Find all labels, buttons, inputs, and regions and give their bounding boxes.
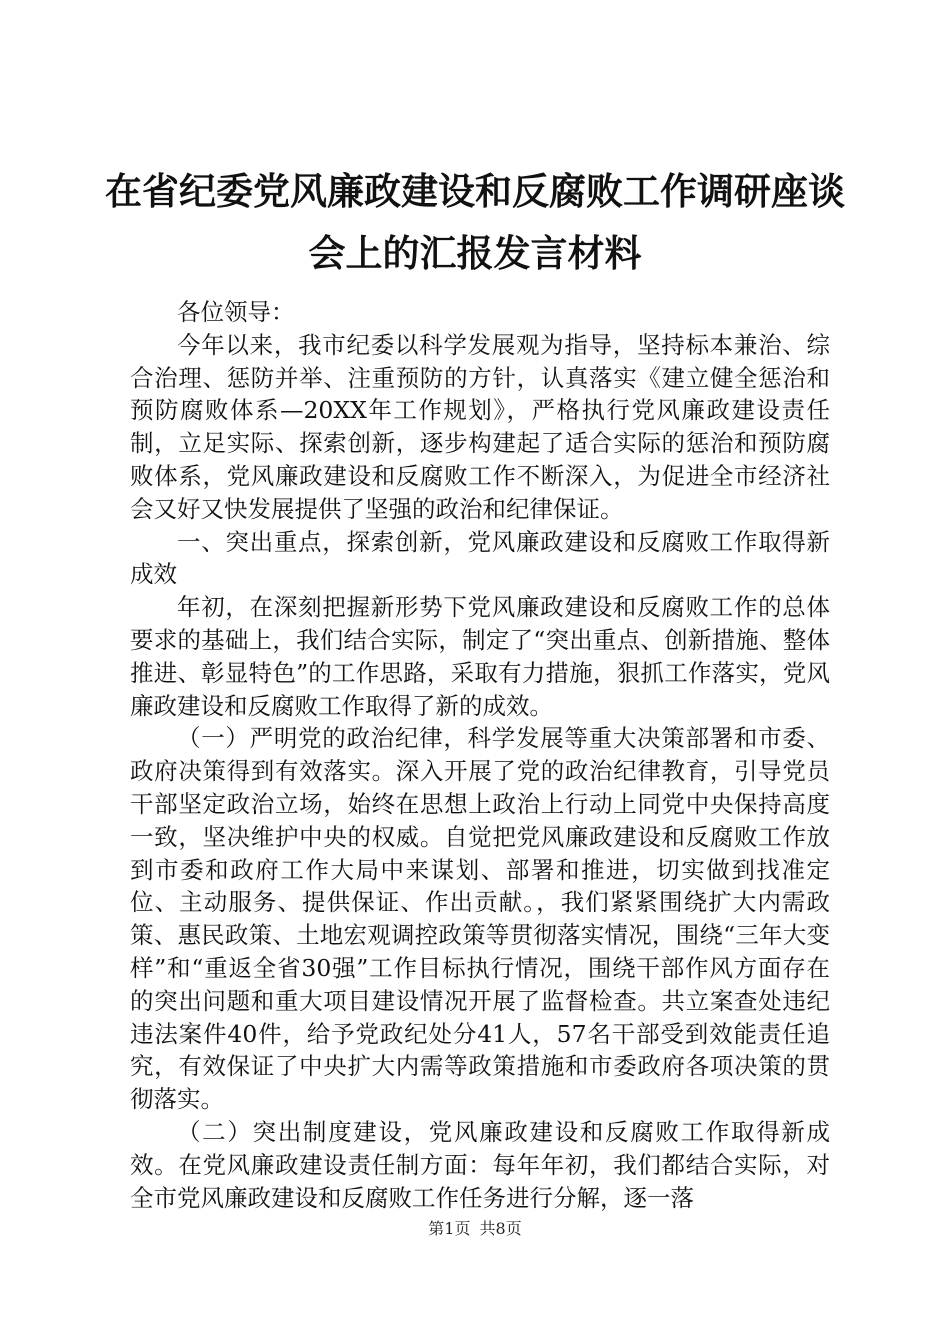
body-paragraph: （二）突出制度建设，党风廉政建设和反腐败工作取得新成效。在党风廉政建设责任制方面：每年年初，我们都结合实际，对全市党风廉政建设和反腐败工作任务进行分解，逐一落 [130, 1117, 830, 1212]
page-total: 共8页 [479, 1219, 522, 1238]
title-line-1: 在省纪委党风廉政建设和反腐败工作调研座谈 [105, 169, 845, 213]
title-line-2: 会上的汇报发言材料 [308, 231, 642, 275]
document-body [130, 296, 830, 1214]
intro-paragraph: 今年以来，我市纪委以科学发展观为指导，坚持标本兼治、综合治理、惩防并举、注重预防的方针，认真落实《建立健全惩治和预防腐败体系—20XX年工作规划》，严格执行党风廉政建设责任制，立足实际、探索创新，逐步构建起了适合实际的惩治和预防腐败体系，党风廉政建设和反腐败工作不断深入，为促进全市经济社会又好又快发展提供了坚强的政治和纪律保证。 [130, 330, 830, 523]
body-paragraph: 年初，在深刻把握新形势下党风廉政建设和反腐败工作的总体要求的基础上，我们结合实际，制定了“突出重点、创新措施、整体推进、彰显特色”的工作思路，采取有力措施，狠抓工作落实，党风廉政建设和反腐败工作取得了新的成效。 [130, 593, 830, 720]
greeting-paragraph: 各位领导： [177, 298, 295, 326]
page-number: 第1页 [428, 1219, 471, 1238]
body-paragraph: （一）严明党的政治纪律，科学发展等重大决策部署和市委、政府决策得到有效落实。深入开展了党的政治纪律教育，引导党员干部坚定政治立场，始终在思想上政治上行动上同党中央保持高度一致，坚决维护中央的权威。自觉把党风廉政建设和反腐败工作放到市委和政府工作大局中来谋划、部署和推进，切实做到找准定位、主动服务、提供保证、作出贡献。，我们紧紧围绕扩大内需政策、惠民政策、土地宏观调控政策等贯彻落实情况，围绕“三年大变样”和“重返全省30强”工作目标执行情况，围绕干部作风方面存在的突出问题和重大项目建设情况开展了监督检查。共立案查处违纪违法案件40件，给予党政纪处分41人，57名干部受到效能责任追究，有效保证了中央扩大内需等政策措施和市委政府各项决策的贯彻落实。 [130, 724, 830, 1114]
document-title [100, 160, 850, 284]
page-footer [0, 1216, 950, 1239]
section-heading-1: 一、突出重点，探索创新，党风廉政建设和反腐败工作取得新成效 [130, 527, 830, 589]
